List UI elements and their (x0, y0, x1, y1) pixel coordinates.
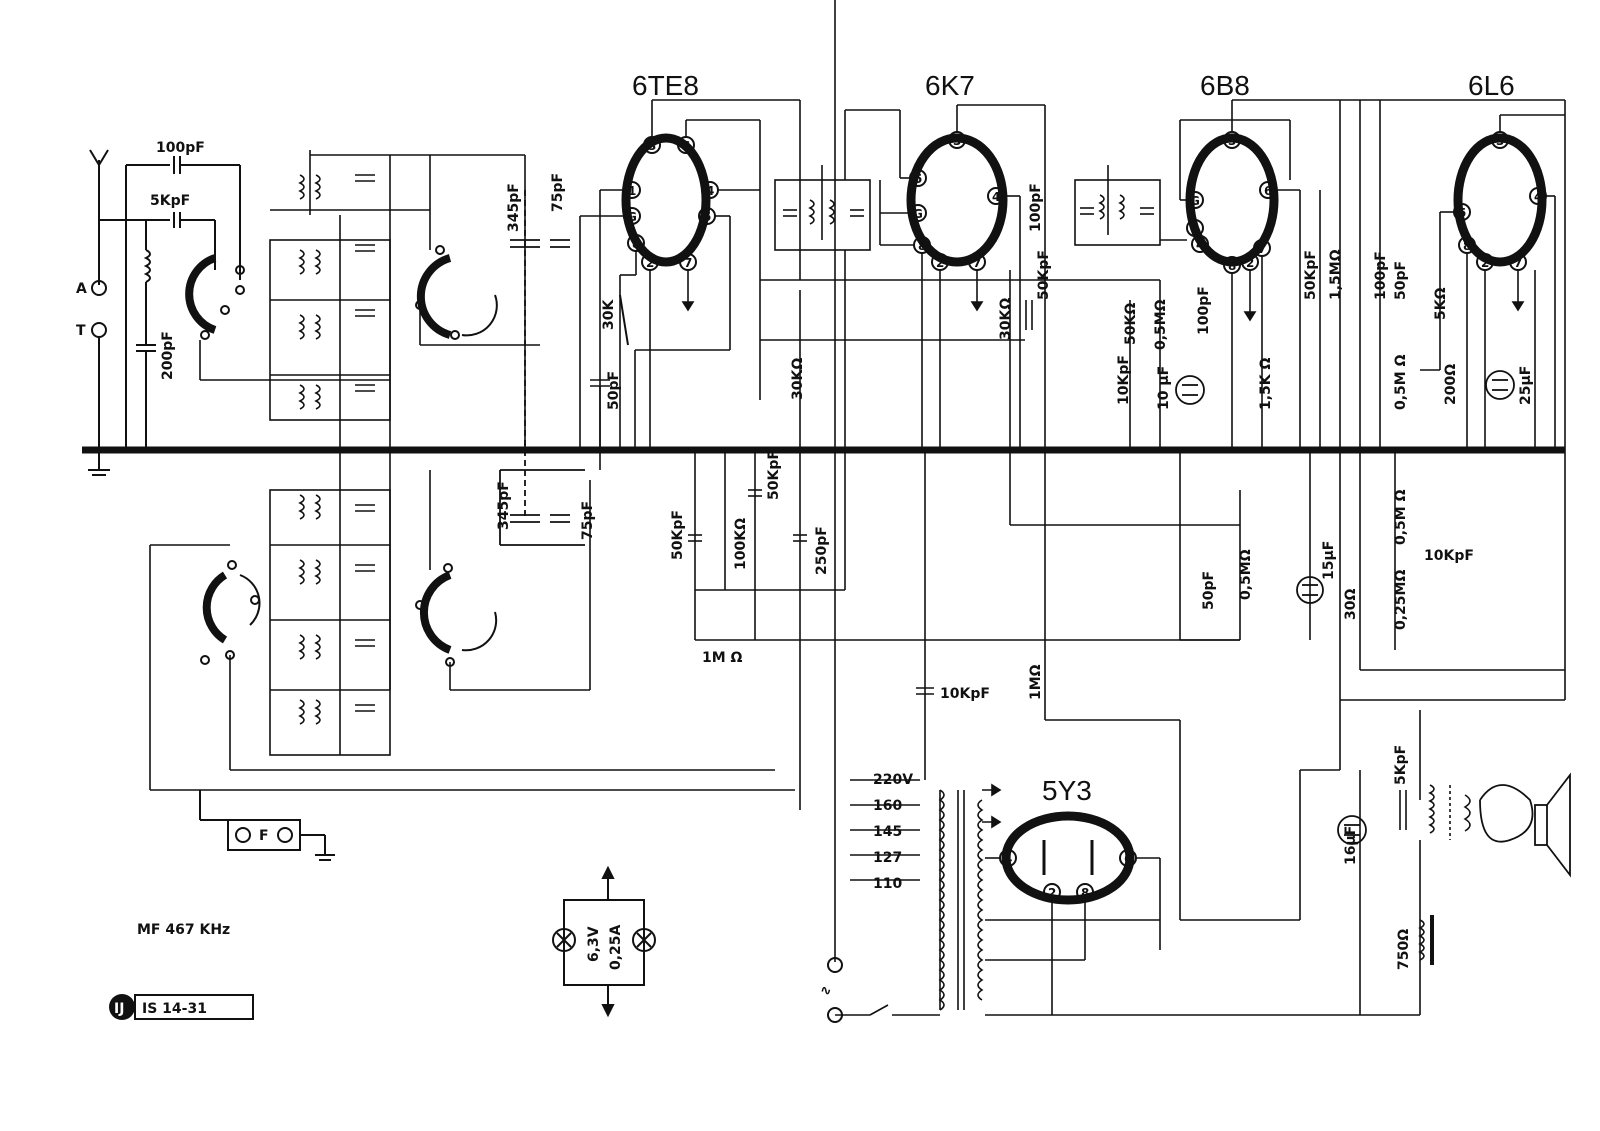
svg-text:3: 3 (648, 139, 657, 153)
c10kpf2-label: 10KpF (940, 686, 990, 702)
svg-text:7: 7 (1514, 256, 1523, 270)
c250pf-label: 250pF (814, 526, 830, 575)
tube-5y3-label: 5Y3 (1042, 775, 1092, 806)
svg-text:3: 3 (1496, 134, 1505, 148)
svg-text:8: 8 (1081, 886, 1090, 900)
field-coil-750 (1420, 915, 1432, 965)
mf-note: MF 467 KHz (137, 922, 231, 938)
band-switch-4 (416, 564, 496, 666)
svg-text:6: 6 (1264, 184, 1273, 198)
c10kpf3-label: 10KpF (1424, 548, 1474, 564)
svg-text:4: 4 (1534, 190, 1543, 204)
terminal-f-label: F (259, 828, 269, 844)
electrolytic-10uf (1176, 376, 1204, 404)
svg-text:7: 7 (973, 256, 982, 270)
svg-text:4: 4 (992, 190, 1001, 204)
svg-text:IJ: IJ (114, 1001, 125, 1017)
r30k-label: 30K (601, 299, 617, 330)
svg-text:6: 6 (682, 139, 691, 153)
r30kohm1-label: 30KΩ (790, 357, 806, 400)
svg-text:3: 3 (1228, 134, 1237, 148)
c100pf3-label: 100pF (1196, 286, 1212, 335)
c75a-label: 75pF (550, 172, 566, 212)
svg-text:4: 4 (706, 184, 715, 198)
mains-transformer (835, 0, 1000, 1015)
svg-text:8: 8 (1463, 239, 1472, 253)
tube-6k7-label: 6K7 (925, 70, 975, 101)
svg-text:160: 160 (873, 798, 903, 814)
c100pf4-label: 100pF (1373, 251, 1389, 300)
svg-text:4: 4 (1196, 238, 1205, 252)
svg-text:2: 2 (1481, 256, 1490, 270)
f-terminal-block (200, 790, 335, 860)
detector-filter-network (688, 450, 1240, 810)
tube-6b8-label: 6B8 (1200, 70, 1250, 101)
c5kpf2-label: 5KpF (1393, 744, 1409, 785)
svg-text:5: 5 (1458, 206, 1467, 220)
tube-6te8-label: 6TE8 (632, 70, 699, 101)
c50pf1-label: 50pF (606, 370, 622, 410)
c50kpf2-label: 50KpF (1303, 250, 1319, 300)
rf-coil-bank-upper (200, 150, 540, 450)
svg-text:8: 8 (1228, 259, 1237, 273)
tuning-capacitor-gang (500, 190, 585, 545)
r05m3-label: 0,5MΩ (1238, 549, 1254, 600)
svg-text:8: 8 (632, 237, 641, 251)
svg-text:5: 5 (914, 172, 923, 186)
svg-text:5: 5 (703, 210, 712, 224)
c50pf3-label: 50pF (1201, 570, 1217, 610)
svg-text:8: 8 (918, 239, 927, 253)
r5k-label: 5KΩ (1433, 287, 1449, 320)
svg-text:145: 145 (873, 824, 903, 840)
antenna-symbol (90, 150, 108, 285)
svg-text:6: 6 (1124, 852, 1133, 866)
electrolytic-25uf (1486, 371, 1514, 399)
svg-text:7: 7 (684, 256, 693, 270)
r15m-label: 1,5MΩ (1328, 249, 1344, 300)
r50kohm-label: 50KΩ (1123, 302, 1139, 345)
lamp-voltage-label: 6,3V (586, 926, 602, 962)
svg-text:5: 5 (1191, 222, 1200, 236)
band-switch-3 (201, 561, 259, 664)
r100k-label: 100KΩ (733, 518, 749, 570)
svg-text:G: G (913, 207, 923, 221)
svg-text:2: 2 (646, 256, 655, 270)
r025m-label: 0,25MΩ (1393, 569, 1409, 630)
c10kpf1-label: 10KpF (1116, 355, 1132, 405)
svg-text:2: 2 (1048, 886, 1057, 900)
r05m2-label: 0,5M Ω (1393, 354, 1409, 410)
c5kpf-label: 5KpF (150, 193, 191, 209)
c100pf2-label: 100pF (1028, 183, 1044, 232)
lamp-current-label: 0,25A (608, 924, 624, 970)
if-transformer-1 (775, 165, 870, 250)
c100pf-label: 100pF (156, 140, 205, 156)
c25uf-label: 25μF (1518, 365, 1534, 405)
r30-label: 30Ω (1343, 588, 1359, 620)
c345a-label: 345pF (506, 183, 522, 232)
svg-text:3: 3 (953, 134, 962, 148)
mains-voltage-taps (873, 772, 913, 892)
c15uf-label: 15μF (1321, 540, 1337, 580)
stage2-wiring (760, 105, 1160, 590)
svg-text:110: 110 (873, 876, 903, 892)
svg-text:7: 7 (1258, 242, 1267, 256)
tube-6l6-label: 6L6 (1468, 70, 1515, 101)
svg-text:2: 2 (936, 256, 945, 270)
terminal-t-label: T (76, 323, 86, 339)
band-switch-2 (416, 246, 497, 339)
c50kpf1-label: 50KpF (1036, 250, 1052, 300)
r200-label: 200Ω (1443, 363, 1459, 405)
c200pf-label: 200pF (160, 331, 176, 380)
r750-label: 750Ω (1396, 928, 1412, 970)
dial-lamps (553, 868, 655, 1015)
loudspeaker-icon (1480, 775, 1570, 875)
c16uf-label: 16μF (1343, 825, 1359, 865)
tube-5y3 (1006, 816, 1133, 900)
c50kpf3-label: 50KpF (670, 510, 686, 560)
r30kohm2-label: 30KΩ (998, 297, 1014, 340)
r05m4-label: 0,5M Ω (1393, 489, 1409, 545)
c345b-label: 345pF (496, 481, 512, 530)
ht-supply-wiring (916, 450, 1565, 920)
r1m2-label: 1MΩ (1028, 664, 1044, 700)
r05m1-label: 0,5MΩ (1153, 299, 1169, 350)
svg-text:2: 2 (1246, 256, 1255, 270)
band-switch-1 (189, 258, 244, 339)
terminal-t (92, 323, 106, 337)
svg-text:220V: 220V (873, 772, 914, 788)
terminal-a-label: A (76, 281, 87, 297)
svg-text:1: 1 (628, 184, 637, 198)
svg-text:127: 127 (873, 850, 903, 866)
r1m1-label: 1M Ω (702, 650, 743, 666)
svg-text:G: G (1190, 194, 1200, 208)
svg-text:4: 4 (1004, 852, 1013, 866)
r15k-label: 1,5K Ω (1258, 357, 1274, 410)
c50kpf4-label: 50KpF (766, 450, 782, 500)
svg-text:G: G (627, 210, 637, 224)
logo-code: IS 14-31 (142, 1001, 207, 1017)
osc-coil-bank-lower (150, 450, 795, 790)
stage3-wiring (1130, 100, 1565, 450)
tube-5y3-pins (1000, 850, 1136, 900)
c50pf2-label: 50pF (1393, 260, 1409, 300)
if-transformer-2 (1075, 165, 1160, 245)
ac-symbol: ∿ (820, 983, 832, 999)
c10uf-label: 10 μF (1156, 365, 1172, 410)
ground-symbol (88, 450, 110, 475)
maker-logo (109, 994, 253, 1020)
c75b-label: 75pF (580, 500, 596, 540)
